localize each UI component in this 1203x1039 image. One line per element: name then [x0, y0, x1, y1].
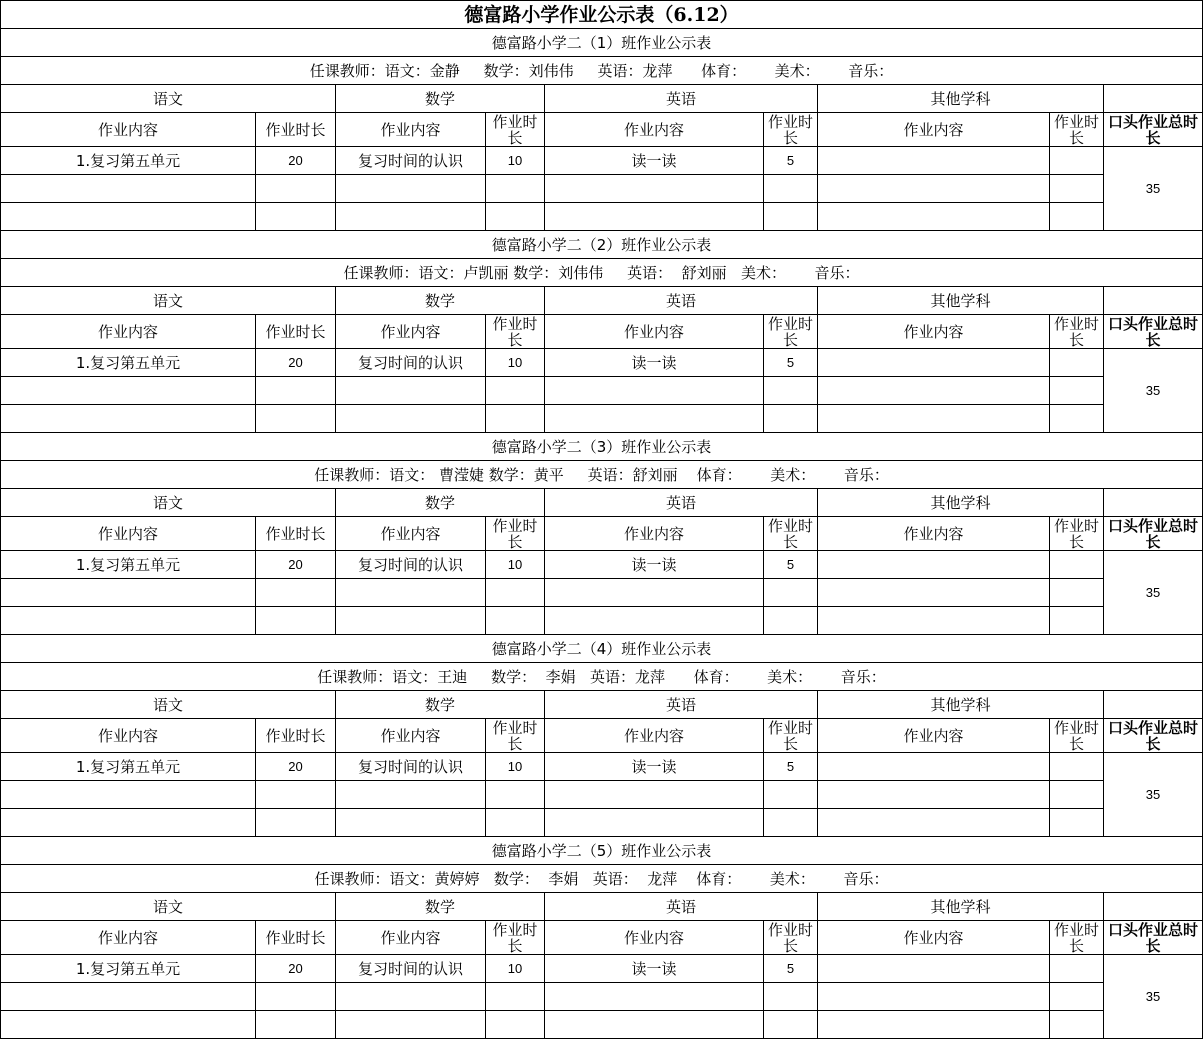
subject-math-header: 数学 [336, 691, 545, 719]
oral-total-header: 口头作业总时长 [1104, 517, 1203, 551]
subject-header-row [1, 691, 1203, 719]
subject-math-header: 数学 [336, 489, 545, 517]
empty-cell [1, 405, 256, 433]
empty-cell [764, 203, 818, 231]
math-duration: 10 [486, 955, 545, 983]
oral-total-header: 口头作业总时长 [1104, 315, 1203, 349]
other-duration [1050, 147, 1104, 175]
teachers-info: 任课教师：语文：卢凯丽 数学：刘伟伟 英语： 舒刘丽 美术： 音乐： [1, 259, 1203, 287]
column-header-row [1, 315, 1203, 349]
other-content [818, 551, 1050, 579]
empty-cell [545, 607, 764, 635]
empty-cell [486, 377, 545, 405]
empty-cell [545, 809, 764, 837]
subject-english-header: 英语 [545, 489, 818, 517]
subject-chinese-header: 语文 [1, 85, 336, 113]
empty-cell [545, 203, 764, 231]
english-duration: 5 [764, 753, 818, 781]
empty-cell [486, 405, 545, 433]
math-content: 复习时间的认识 [336, 349, 486, 377]
empty-cell [545, 579, 764, 607]
column-header-row [1, 921, 1203, 955]
math-duration: 10 [486, 147, 545, 175]
chinese-content-header: 作业内容 [1, 517, 256, 551]
english-duration-header: 作业时长 [764, 113, 818, 147]
empty-cell [764, 1011, 818, 1039]
empty-cell [764, 781, 818, 809]
subject-english-header: 英语 [545, 85, 818, 113]
table-row [1, 405, 1203, 433]
subject-other-header: 其他学科 [818, 287, 1104, 315]
empty-cell [545, 405, 764, 433]
empty-cell [818, 781, 1050, 809]
chinese-duration-header: 作业时长 [256, 921, 336, 955]
empty-cell [1050, 203, 1104, 231]
empty-cell [818, 983, 1050, 1011]
empty-cell [818, 175, 1050, 203]
table-row [1, 983, 1203, 1011]
empty-cell [256, 607, 336, 635]
empty-cell [1050, 175, 1104, 203]
empty-cell [764, 809, 818, 837]
empty-cell [1, 377, 256, 405]
english-duration: 5 [764, 349, 818, 377]
class-title: 德富路小学二（5）班作业公示表 [1, 837, 1203, 865]
math-duration: 10 [486, 753, 545, 781]
chinese-content-header: 作业内容 [1, 315, 256, 349]
empty-cell [486, 579, 545, 607]
empty-cell [336, 175, 486, 203]
math-duration-header: 作业时长 [486, 921, 545, 955]
empty-cell [486, 607, 545, 635]
english-content-header: 作业内容 [545, 517, 764, 551]
empty-cell [818, 405, 1050, 433]
math-content: 复习时间的认识 [336, 147, 486, 175]
subject-math-header: 数学 [336, 893, 545, 921]
other-duration [1050, 349, 1104, 377]
empty-cell [1, 203, 256, 231]
class-title: 德富路小学二（3）班作业公示表 [1, 433, 1203, 461]
empty-cell [336, 1011, 486, 1039]
chinese-duration: 20 [256, 753, 336, 781]
english-content-header: 作业内容 [545, 113, 764, 147]
empty-cell [336, 607, 486, 635]
teachers-info: 任课教师：语文：王迪 数学： 李娟 英语：龙萍 体育： 美术： 音乐： [1, 663, 1203, 691]
table-row [1, 781, 1203, 809]
english-content: 读一读 [545, 551, 764, 579]
oral-total-value: 35 [1104, 147, 1203, 231]
empty-cell [336, 405, 486, 433]
subject-math-header: 数学 [336, 287, 545, 315]
english-content-header: 作业内容 [545, 719, 764, 753]
math-content-header: 作业内容 [336, 719, 486, 753]
teachers-row [1, 663, 1203, 691]
empty-cell [1, 579, 256, 607]
subject-header-row [1, 85, 1203, 113]
empty-cell [256, 175, 336, 203]
empty-cell [486, 781, 545, 809]
empty-cell [256, 579, 336, 607]
empty-cell [764, 579, 818, 607]
oral-total-value: 35 [1104, 551, 1203, 635]
empty-cell [1050, 983, 1104, 1011]
empty-header-cell [1104, 691, 1203, 719]
oral-total-value: 35 [1104, 349, 1203, 433]
oral-total-value: 35 [1104, 955, 1203, 1039]
subject-english-header: 英语 [545, 691, 818, 719]
teachers-info: 任课教师：语文：黄婷婷 数学： 李娟 英语： 龙萍 体育： 美术： 音乐： [1, 865, 1203, 893]
empty-cell [256, 203, 336, 231]
subject-header-row [1, 489, 1203, 517]
other-content-header: 作业内容 [818, 719, 1050, 753]
teachers-info: 任课教师：语文：金静 数学：刘伟伟 英语：龙萍 体育： 美术： 音乐： [1, 57, 1203, 85]
empty-cell [545, 175, 764, 203]
english-content-header: 作业内容 [545, 921, 764, 955]
chinese-content: 1.复习第五单元 [1, 955, 256, 983]
table-row [1, 1011, 1203, 1039]
empty-cell [545, 1011, 764, 1039]
english-duration-header: 作业时长 [764, 517, 818, 551]
empty-cell [1, 175, 256, 203]
math-duration-header: 作业时长 [486, 113, 545, 147]
subject-other-header: 其他学科 [818, 893, 1104, 921]
math-duration-header: 作业时长 [486, 719, 545, 753]
column-header-row [1, 719, 1203, 753]
other-content [818, 147, 1050, 175]
empty-cell [1050, 809, 1104, 837]
subject-chinese-header: 语文 [1, 893, 336, 921]
table-row [1, 607, 1203, 635]
empty-cell [256, 781, 336, 809]
other-content [818, 753, 1050, 781]
empty-cell [486, 983, 545, 1011]
english-duration-header: 作业时长 [764, 315, 818, 349]
title-row [1, 1, 1203, 29]
other-content [818, 349, 1050, 377]
empty-cell [1, 607, 256, 635]
empty-cell [336, 983, 486, 1011]
class-title-row [1, 837, 1203, 865]
table-row [1, 809, 1203, 837]
oral-total-header: 口头作业总时长 [1104, 921, 1203, 955]
math-content-header: 作业内容 [336, 113, 486, 147]
empty-cell [1, 809, 256, 837]
chinese-content-header: 作业内容 [1, 921, 256, 955]
english-content: 读一读 [545, 753, 764, 781]
empty-cell [336, 203, 486, 231]
empty-cell [336, 781, 486, 809]
oral-total-header: 口头作业总时长 [1104, 719, 1203, 753]
empty-cell [1, 1011, 256, 1039]
subject-chinese-header: 语文 [1, 691, 336, 719]
teachers-row [1, 57, 1203, 85]
math-content: 复习时间的认识 [336, 753, 486, 781]
table-row [1, 377, 1203, 405]
other-content-header: 作业内容 [818, 113, 1050, 147]
empty-cell [818, 203, 1050, 231]
table-row [1, 147, 1203, 175]
teachers-row [1, 259, 1203, 287]
empty-cell [256, 983, 336, 1011]
chinese-duration: 20 [256, 147, 336, 175]
math-duration-header: 作业时长 [486, 517, 545, 551]
subject-other-header: 其他学科 [818, 691, 1104, 719]
math-content: 复习时间的认识 [336, 955, 486, 983]
empty-cell [818, 1011, 1050, 1039]
chinese-content: 1.复习第五单元 [1, 349, 256, 377]
class-title-row [1, 635, 1203, 663]
teachers-info: 任课教师：语文： 曹滢婕 数学：黄平 英语：舒刘丽 体育： 美术： 音乐： [1, 461, 1203, 489]
english-duration: 5 [764, 147, 818, 175]
math-content-header: 作业内容 [336, 921, 486, 955]
empty-cell [818, 579, 1050, 607]
empty-cell [486, 1011, 545, 1039]
empty-cell [336, 377, 486, 405]
english-content-header: 作业内容 [545, 315, 764, 349]
empty-cell [1050, 607, 1104, 635]
english-content: 读一读 [545, 147, 764, 175]
table-row [1, 579, 1203, 607]
other-duration-header: 作业时长 [1050, 921, 1104, 955]
empty-cell [1, 983, 256, 1011]
subject-math-header: 数学 [336, 85, 545, 113]
empty-header-cell [1104, 893, 1203, 921]
empty-cell [545, 781, 764, 809]
table-row [1, 349, 1203, 377]
chinese-content: 1.复习第五单元 [1, 753, 256, 781]
empty-cell [818, 607, 1050, 635]
empty-cell [1050, 579, 1104, 607]
column-header-row [1, 517, 1203, 551]
math-content-header: 作业内容 [336, 517, 486, 551]
empty-header-cell [1104, 85, 1203, 113]
empty-cell [764, 175, 818, 203]
empty-header-cell [1104, 287, 1203, 315]
table-row [1, 203, 1203, 231]
other-duration [1050, 955, 1104, 983]
empty-cell [256, 377, 336, 405]
english-duration-header: 作业时长 [764, 921, 818, 955]
empty-cell [486, 175, 545, 203]
chinese-duration-header: 作业时长 [256, 315, 336, 349]
empty-cell [818, 377, 1050, 405]
other-duration-header: 作业时长 [1050, 517, 1104, 551]
english-duration: 5 [764, 551, 818, 579]
other-duration-header: 作业时长 [1050, 719, 1104, 753]
column-header-row [1, 113, 1203, 147]
empty-cell [1050, 405, 1104, 433]
other-duration-header: 作业时长 [1050, 113, 1104, 147]
math-duration-header: 作业时长 [486, 315, 545, 349]
subject-chinese-header: 语文 [1, 287, 336, 315]
empty-cell [764, 405, 818, 433]
empty-cell [1050, 1011, 1104, 1039]
table-row [1, 955, 1203, 983]
chinese-duration-header: 作业时长 [256, 113, 336, 147]
teachers-row [1, 461, 1203, 489]
empty-cell [256, 809, 336, 837]
empty-cell [764, 983, 818, 1011]
teachers-row [1, 865, 1203, 893]
class-title: 德富路小学二（1）班作业公示表 [1, 29, 1203, 57]
table-row [1, 175, 1203, 203]
english-content: 读一读 [545, 349, 764, 377]
table-row [1, 551, 1203, 579]
chinese-duration: 20 [256, 349, 336, 377]
chinese-content-header: 作业内容 [1, 113, 256, 147]
subject-english-header: 英语 [545, 287, 818, 315]
other-duration [1050, 753, 1104, 781]
empty-cell [818, 809, 1050, 837]
chinese-content-header: 作业内容 [1, 719, 256, 753]
class-title-row [1, 433, 1203, 461]
empty-cell [336, 579, 486, 607]
math-content-header: 作业内容 [336, 315, 486, 349]
subject-other-header: 其他学科 [818, 489, 1104, 517]
subject-english-header: 英语 [545, 893, 818, 921]
empty-cell [1, 781, 256, 809]
oral-total-header: 口头作业总时长 [1104, 113, 1203, 147]
empty-cell [545, 983, 764, 1011]
subject-header-row [1, 893, 1203, 921]
subject-other-header: 其他学科 [818, 85, 1104, 113]
class-title: 德富路小学二（2）班作业公示表 [1, 231, 1203, 259]
math-content: 复习时间的认识 [336, 551, 486, 579]
other-duration [1050, 551, 1104, 579]
empty-cell [1050, 781, 1104, 809]
empty-header-cell [1104, 489, 1203, 517]
subject-header-row [1, 287, 1203, 315]
other-duration-header: 作业时长 [1050, 315, 1104, 349]
english-content: 读一读 [545, 955, 764, 983]
empty-cell [486, 809, 545, 837]
other-content-header: 作业内容 [818, 517, 1050, 551]
empty-cell [256, 405, 336, 433]
empty-cell [336, 809, 486, 837]
other-content-header: 作业内容 [818, 921, 1050, 955]
table-row [1, 753, 1203, 781]
empty-cell [256, 1011, 336, 1039]
chinese-duration-header: 作业时长 [256, 719, 336, 753]
chinese-duration: 20 [256, 955, 336, 983]
page-title: 德富路小学作业公示表（6.12） [1, 1, 1203, 29]
subject-chinese-header: 语文 [1, 489, 336, 517]
chinese-content: 1.复习第五单元 [1, 551, 256, 579]
class-title: 德富路小学二（4）班作业公示表 [1, 635, 1203, 663]
other-content [818, 955, 1050, 983]
empty-cell [486, 203, 545, 231]
english-duration-header: 作业时长 [764, 719, 818, 753]
class-title-row [1, 29, 1203, 57]
empty-cell [764, 377, 818, 405]
empty-cell [545, 377, 764, 405]
class-title-row [1, 231, 1203, 259]
english-duration: 5 [764, 955, 818, 983]
other-content-header: 作业内容 [818, 315, 1050, 349]
empty-cell [1050, 377, 1104, 405]
chinese-duration: 20 [256, 551, 336, 579]
chinese-duration-header: 作业时长 [256, 517, 336, 551]
math-duration: 10 [486, 349, 545, 377]
empty-cell [764, 607, 818, 635]
oral-total-value: 35 [1104, 753, 1203, 837]
math-duration: 10 [486, 551, 545, 579]
chinese-content: 1.复习第五单元 [1, 147, 256, 175]
